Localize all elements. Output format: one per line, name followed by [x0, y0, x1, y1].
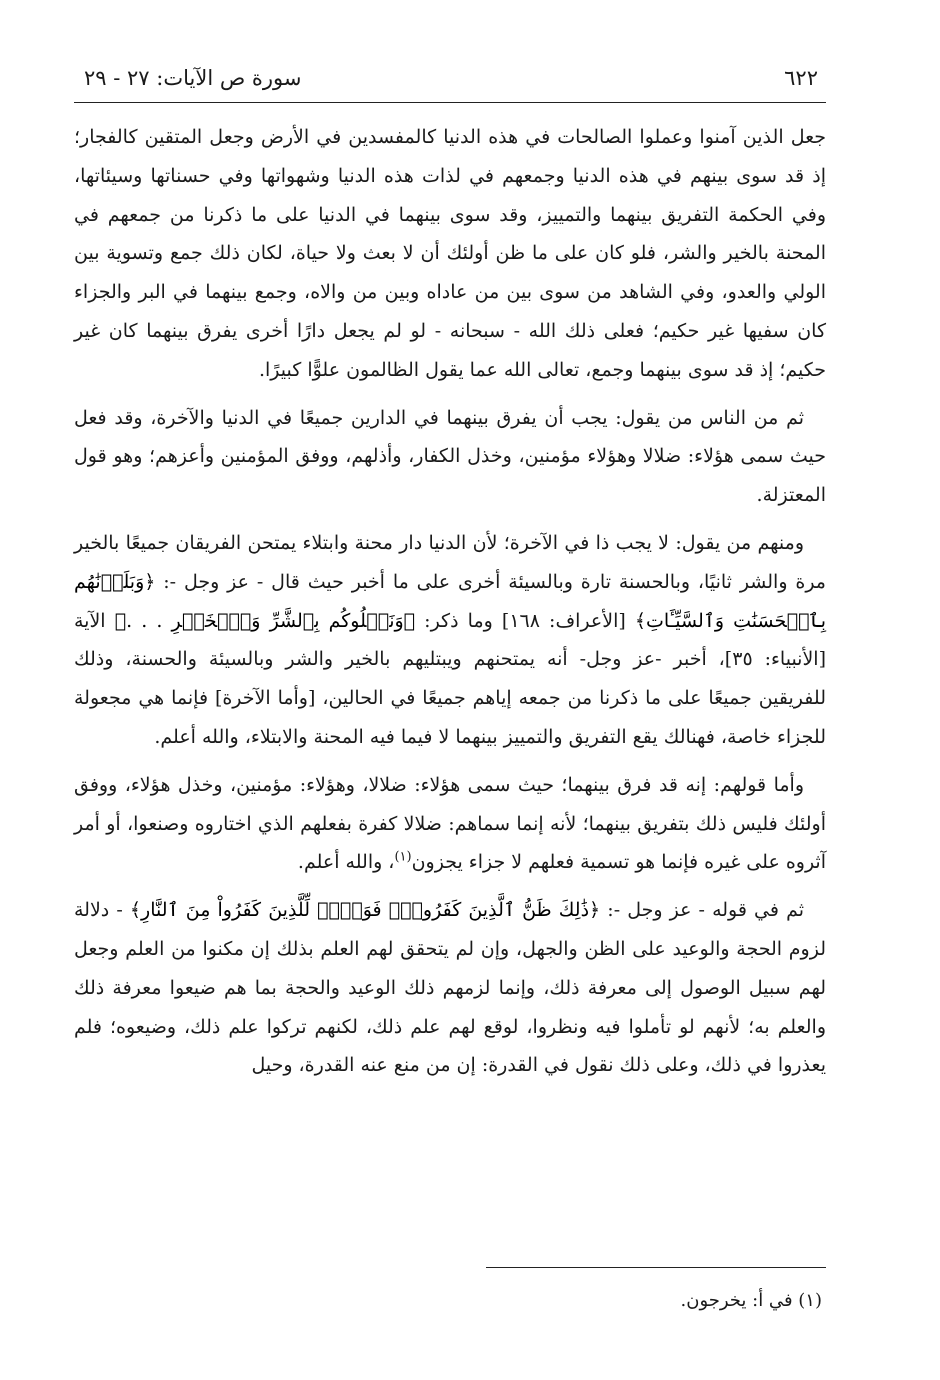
- text-segment: الآية [الأنبياء: ٣٥]، أخبر -عز وجل- أنه يمتحنهم ويبتليهم بالخير والشر وبالسيئة والحسنة، وذلك للفريقين جميعًا على ما ذكرنا من جمعه إياهم جميعًا في الحالين، [وأما الآخرة] فإنما هي مجعولة للجزاء خاصة، فهنالك يقع التفريق والتمييز بينهما لا فيما فيه المحنة والابتلاء، والله أعلم.: [74, 609, 827, 748]
- header-rule: [74, 102, 826, 103]
- quran-verse: ﴿وَبَلَوۡنَٰهُم بِٱلۡحَسَنَٰتِ وَٱلسَّيِّـَٔاتِ﴾: [74, 570, 826, 632]
- running-title: سورة ص الآيات: ٢٧ - ٢٩: [84, 66, 302, 90]
- text-segment: جعل الذين آمنوا وعملوا الصالحات في هذه الدنيا كالمفسدين في الأرض وجعل المتقين كالفجار؛ إذ قد سوى بينهم في هذه الدنيا وجمعهم في لذات هذه الدنيا وشهواتها وفي حسناتها وسيئاتها، وفي الحكمة التفريق بينهما والتمييز، وقد سوى بينهما في الدنيا على ما ذكرنا من جمعهم في المحنة بالخير والشر، فلو كان على ما ظن أولئك أن لا بعث ولا حياة، لكان ذلك جمع وتسوية بين الولي والعدو، وفي الشاهد من سوى بين من عاداه وبين من والاه، وجمع بينهما في البر والجزاء كان سفيها غير حكيم؛ فعلى ذلك الله - سبحانه - لو لم يجعل دارًا أخرى يفرق بينهما كان غير حكيم؛ إذ قد سوى بينهما وجمع، تعالى الله عما يقول الظالمون علوًّا كبيرًا.: [74, 126, 826, 381]
- quran-verse: ﴿وَنَبۡلُوكُم بِٱلشَّرِّ وَٱلۡخَيۡرِ . . .﴾: [114, 609, 416, 632]
- body-text: [74, 118, 826, 1094]
- quran-verse: ﴿ذَٰلِكَ ظَنُّ ٱلَّذِينَ كَفَرُواْۚ فَوَيۡلٞ لِّلَّذِينَ كَفَرُواْ مِنَ ٱلنَّارِ﴾: [129, 899, 601, 922]
- footnote-marker: (١): [394, 850, 412, 866]
- paragraph: [74, 766, 826, 882]
- paragraph: [74, 118, 826, 390]
- paragraph: [74, 524, 826, 757]
- footnote-rule: [486, 1267, 826, 1268]
- paragraph: [74, 891, 826, 1085]
- text-segment: ثم من الناس من يقول: يجب أن يفرق بينهما في الدارين جميعًا في الدنيا والآخرة، وقد فعل حيث سمى هؤلاء: ضلالا وهؤلاء مؤمنين، وخذل الكفار، وأذلهم، ووفق المؤمنين وأعزهم؛ وهو قول المعتزلة.: [74, 406, 826, 507]
- book-page: [74, 64, 826, 1354]
- text-segment: ثم في قوله - عز وجل -:: [600, 899, 805, 922]
- text-segment: ، والله أعلم.: [297, 851, 395, 874]
- page-number: ٦٢٢: [784, 66, 818, 90]
- text-segment: - دلالة لزوم الحجة والوعيد على الظن والجهل، وإن لم يتحقق لهم العلم بذلك إن مكنوا من العلم وجعل لهم سبيل الوصول إلى معرفة ذلك، وإنما لزمهم ذلك الوعيد والحجة بما هم ضيعوا معرفة ذلك والعلم به؛ لأنهم لو تأملوا فيه ونظروا، لوقع لهم علم ذلك، لكنهم تركوا علم ذلك، وضيعوه؛ فلم يعذروا في ذلك، وعلى ذلك نقول في القدرة: إن من منع عنه القدرة، وحيل: [74, 899, 826, 1077]
- paragraph: [74, 399, 826, 515]
- running-head: [74, 64, 826, 98]
- text-segment: [الأعراف: ١٦٨] وما ذكر:: [415, 609, 635, 632]
- footnote: (١) في أ: يخرجون.: [680, 1290, 822, 1311]
- text-segment: ومنهم من يقول: لا يجب ذا في الآخرة؛ لأن الدنيا دار محنة وابتلاء يمتحن الفريقان جميعًا بالخير مرة والشر ثانيًا، وبالحسنة تارة وبالسيئة أخرى على ما أخبر حيث قال - عز وجل -:: [74, 531, 826, 593]
- text-segment: وأما قولهم: إنه قد فرق بينهما؛ حيث سمى هؤلاء: ضلالا، وهؤلاء: مؤمنين، وخذل هؤلاء، ووفق أولئك فليس ذلك بتفريق بينهما؛ لأنه إنما سماهم: ضلالا كفرة بفعلهم الذي اختاروه وصنعوا، أو أمر آثروه على غيره فإنما هو تسمية فعلهم لا جزاء يجزون: [74, 773, 826, 874]
